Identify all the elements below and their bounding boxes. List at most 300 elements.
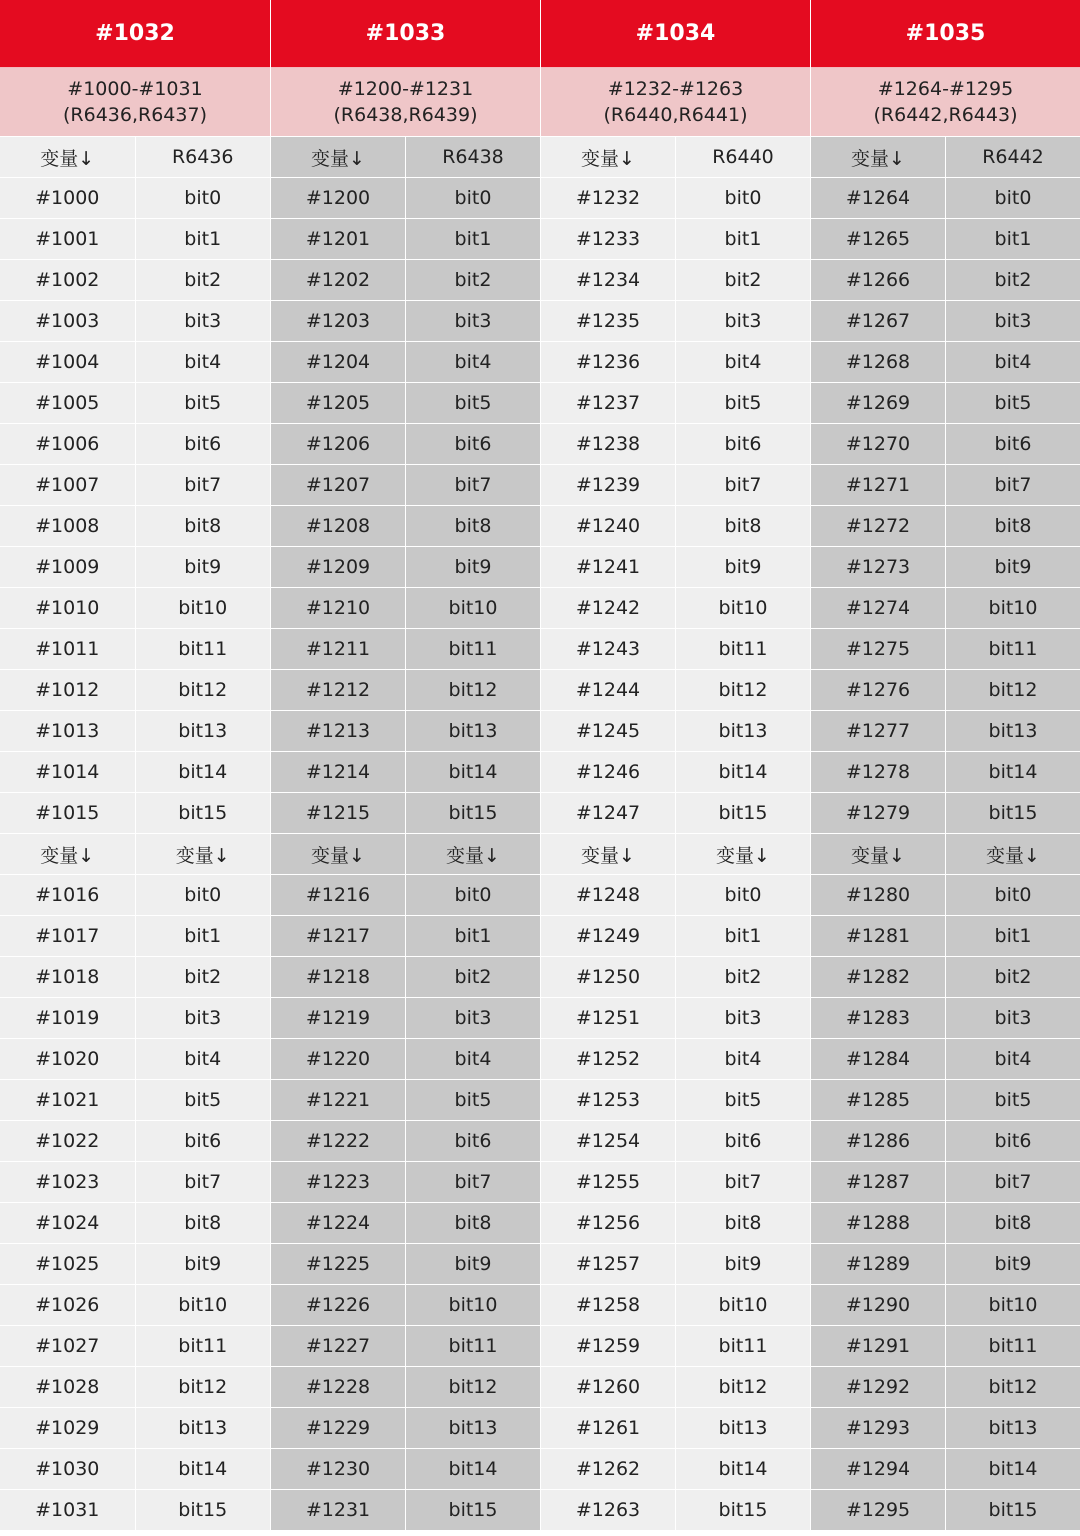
table-row [271,1366,540,1407]
table-row [271,1079,540,1120]
table-row [541,546,810,587]
block-rows [0,136,270,1530]
variable-cell: #1019 [0,998,135,1038]
variable-cell: #1267 [811,301,945,341]
table-row [811,915,1080,956]
variable-cell: #1289 [811,1244,945,1284]
bit-cell: bit15 [675,1490,810,1530]
bit-cell: bit9 [405,1244,540,1284]
bit-cell: bit11 [945,629,1080,669]
variable-cell: #1023 [0,1162,135,1202]
bit-cell: bit14 [135,752,271,792]
bit-cell: bit12 [135,670,271,710]
table-row [271,259,540,300]
variable-cell: #1031 [0,1490,135,1530]
table-row [541,587,810,628]
column-header-register: R6442 [945,137,1080,177]
bit-cell: bit5 [135,1080,271,1120]
variable-cell: #1279 [811,793,945,833]
variable-cell: #1249 [541,916,675,956]
column-header-variable: 变量↓ [405,834,540,874]
variable-cell: #1258 [541,1285,675,1325]
variable-cell: #1263 [541,1490,675,1530]
variable-cell: #1247 [541,793,675,833]
variable-cell: #1269 [811,383,945,423]
column-header-variable: 变量↓ [0,137,135,177]
table-row [541,1202,810,1243]
variable-cell: #1010 [0,588,135,628]
table-row [0,1366,270,1407]
variable-cell: #1201 [271,219,405,259]
variable-cell: #1270 [811,424,945,464]
variable-cell: #1003 [0,301,135,341]
variable-cell: #1005 [0,383,135,423]
bit-cell: bit11 [675,1326,810,1366]
column-header-variable: 变量↓ [675,834,810,874]
variable-cell: #1230 [271,1449,405,1489]
bit-cell: bit8 [675,1203,810,1243]
variable-cell: #1283 [811,998,945,1038]
bit-cell: bit3 [135,301,271,341]
bit-cell: bit7 [405,465,540,505]
variable-cell: #1228 [271,1367,405,1407]
table-row [811,1202,1080,1243]
bit-cell: bit9 [135,547,271,587]
variable-cell: #1294 [811,1449,945,1489]
bit-cell: bit14 [945,752,1080,792]
table-row [271,997,540,1038]
variable-cell: #1277 [811,711,945,751]
variable-cell: #1011 [0,629,135,669]
bit-cell: bit7 [405,1162,540,1202]
table-row [541,915,810,956]
bit-cell: bit4 [945,1039,1080,1079]
bit-cell: bit0 [675,178,810,218]
bit-cell: bit3 [945,998,1080,1038]
bit-cell: bit10 [405,1285,540,1325]
column-header-variable: 变量↓ [811,834,945,874]
variable-cell: #1234 [541,260,675,300]
table-row [541,1120,810,1161]
bit-cell: bit4 [135,1039,271,1079]
bit-cell: bit3 [945,301,1080,341]
bit-cell: bit2 [945,957,1080,997]
table-row [541,505,810,546]
variable-cell: #1209 [271,547,405,587]
table-row [541,874,810,915]
bit-cell: bit5 [945,383,1080,423]
variable-cell: #1241 [541,547,675,587]
variable-cell: #1256 [541,1203,675,1243]
bit-cell: bit6 [405,1121,540,1161]
table-row [811,546,1080,587]
variable-cell: #1265 [811,219,945,259]
bit-cell: bit13 [675,711,810,751]
bit-cell: bit1 [945,219,1080,259]
bit-cell: bit8 [945,1203,1080,1243]
table-row [271,177,540,218]
column-header-register: R6438 [405,137,540,177]
table-row [811,1407,1080,1448]
variable-cell: #1239 [541,465,675,505]
variable-cell: #1238 [541,424,675,464]
table-row [541,218,810,259]
bit-cell: bit0 [135,178,271,218]
table-row [0,669,270,710]
table-row [811,997,1080,1038]
table-row [0,1202,270,1243]
table-row [541,1448,810,1489]
bit-cell: bit3 [405,998,540,1038]
bit-cell: bit0 [675,875,810,915]
bit-cell: bit9 [405,547,540,587]
table-row [0,1489,270,1530]
bit-cell: bit8 [135,1203,271,1243]
variable-cell: #1291 [811,1326,945,1366]
bit-cell: bit6 [945,1121,1080,1161]
bit-cell: bit4 [945,342,1080,382]
bit-cell: bit12 [405,670,540,710]
table-row [541,259,810,300]
bit-cell: bit7 [675,465,810,505]
table-row [541,1038,810,1079]
table-row [271,956,540,997]
bit-cell: bit11 [135,629,271,669]
bit-cell: bit13 [135,1408,271,1448]
table-row [811,628,1080,669]
table-row [541,1161,810,1202]
table-row [271,1161,540,1202]
variable-cell: #1006 [0,424,135,464]
table-header-row [0,136,270,177]
variable-cell: #1013 [0,711,135,751]
table-row [541,669,810,710]
variable-cell: #1029 [0,1408,135,1448]
variable-cell: #1021 [0,1080,135,1120]
variable-cell: #1204 [271,342,405,382]
variable-cell: #1264 [811,178,945,218]
block-1033 [270,0,540,1536]
column-header-variable: 变量↓ [271,834,405,874]
table-row [0,587,270,628]
variable-cell: #1028 [0,1367,135,1407]
variable-cell: #1281 [811,916,945,956]
variable-cell: #1271 [811,465,945,505]
table-row [271,1243,540,1284]
bit-cell: bit13 [405,1408,540,1448]
block-range [271,68,540,136]
table-row [0,792,270,833]
variable-cell: #1215 [271,793,405,833]
bit-cell: bit10 [675,588,810,628]
variable-cell: #1282 [811,957,945,997]
variable-cell: #1233 [541,219,675,259]
bit-cell: bit4 [675,342,810,382]
bit-cell: bit14 [405,752,540,792]
table-header-row [271,136,540,177]
bit-cell: bit6 [945,424,1080,464]
column-header-variable: 变量↓ [135,834,271,874]
bit-cell: bit8 [135,506,271,546]
table-row [0,1120,270,1161]
table-row [541,997,810,1038]
variable-cell: #1225 [271,1244,405,1284]
table-row [541,382,810,423]
variable-cell: #1237 [541,383,675,423]
bit-cell: bit0 [405,178,540,218]
variable-cell: #1268 [811,342,945,382]
table-row [811,1448,1080,1489]
table-row [541,1407,810,1448]
table-row [0,956,270,997]
block-title: #1034 [541,0,810,68]
table-header-row [0,833,270,874]
bit-cell: bit8 [945,506,1080,546]
variable-cell: #1012 [0,670,135,710]
bit-cell: bit1 [675,916,810,956]
variable-cell: #1208 [271,506,405,546]
variable-cell: #1248 [541,875,675,915]
bit-cell: bit12 [675,670,810,710]
bit-cell: bit15 [405,793,540,833]
variable-cell: #1236 [541,342,675,382]
bit-cell: bit8 [405,506,540,546]
variable-cell: #1007 [0,465,135,505]
table-row [271,546,540,587]
bit-cell: bit5 [675,1080,810,1120]
bit-cell: bit1 [405,219,540,259]
bit-cell: bit15 [135,793,271,833]
variable-cell: #1017 [0,916,135,956]
block-range [541,68,810,136]
bit-cell: bit4 [405,342,540,382]
table-row [811,1489,1080,1530]
bit-cell: bit7 [675,1162,810,1202]
bit-cell: bit13 [405,711,540,751]
bit-cell: bit10 [945,1285,1080,1325]
bit-cell: bit2 [135,957,271,997]
table-row [541,1366,810,1407]
variable-cell: #1245 [541,711,675,751]
bit-cell: bit13 [945,711,1080,751]
table-row [811,1325,1080,1366]
variable-cell: #1200 [271,178,405,218]
variable-cell: #1217 [271,916,405,956]
bit-cell: bit1 [945,916,1080,956]
variable-cell: #1295 [811,1490,945,1530]
table-header-row [271,833,540,874]
table-row [0,1448,270,1489]
bit-cell: bit11 [675,629,810,669]
bit-cell: bit12 [945,670,1080,710]
variable-cell: #1220 [271,1039,405,1079]
variable-cell: #1214 [271,752,405,792]
variable-cell: #1229 [271,1408,405,1448]
table-row [271,1120,540,1161]
bit-cell: bit4 [675,1039,810,1079]
table-row [541,792,810,833]
table-row [271,1489,540,1530]
variable-cell: #1218 [271,957,405,997]
block-rows [271,136,540,1530]
table-row [0,341,270,382]
variable-cell: #1205 [271,383,405,423]
table-row [0,1284,270,1325]
bit-cell: bit8 [675,506,810,546]
block-title: #1033 [271,0,540,68]
variable-cell: #1030 [0,1449,135,1489]
range-line-1: #1000-#1031 [67,78,203,100]
bit-cell: bit12 [135,1367,271,1407]
bit-cell: bit14 [135,1449,271,1489]
bit-cell: bit3 [135,998,271,1038]
table-row [811,464,1080,505]
table-row [541,341,810,382]
table-row [541,1243,810,1284]
block-range [811,68,1080,136]
block-rows [541,136,810,1530]
table-row [811,669,1080,710]
bit-cell: bit0 [945,875,1080,915]
bit-cell: bit5 [675,383,810,423]
table-row [541,464,810,505]
variable-cell: #1027 [0,1326,135,1366]
range-line-1: #1232-#1263 [607,78,744,100]
table-row [811,505,1080,546]
table-row [0,464,270,505]
table-row [271,382,540,423]
table-row [811,218,1080,259]
variable-cell: #1242 [541,588,675,628]
variable-cell: #1278 [811,752,945,792]
bit-cell: bit10 [135,1285,271,1325]
table-row [811,792,1080,833]
table-row [271,915,540,956]
variable-cell: #1251 [541,998,675,1038]
variable-cell: #1244 [541,670,675,710]
block-1035 [810,0,1080,1536]
bit-cell: bit6 [135,424,271,464]
bit-cell: bit13 [945,1408,1080,1448]
table-row [0,915,270,956]
bit-cell: bit5 [945,1080,1080,1120]
table-row [271,710,540,751]
bit-cell: bit5 [135,383,271,423]
variable-cell: #1008 [0,506,135,546]
bit-cell: bit9 [675,547,810,587]
bit-cell: bit15 [675,793,810,833]
column-header-variable: 变量↓ [945,834,1080,874]
bit-cell: bit2 [675,957,810,997]
table-row [811,874,1080,915]
table-row [0,1038,270,1079]
table-row [0,1079,270,1120]
bit-cell: bit2 [405,957,540,997]
block-range [0,68,270,136]
variable-cell: #1280 [811,875,945,915]
table-row [811,1120,1080,1161]
variable-cell: #1284 [811,1039,945,1079]
table-row [811,382,1080,423]
bit-cell: bit2 [135,260,271,300]
bit-cell: bit6 [405,424,540,464]
variable-cell: #1254 [541,1121,675,1161]
table-row [811,751,1080,792]
table-row [271,669,540,710]
column-header-register: R6440 [675,137,810,177]
bit-cell: bit0 [405,875,540,915]
bit-cell: bit0 [945,178,1080,218]
bit-cell: bit3 [405,301,540,341]
table-row [0,628,270,669]
table-row [271,505,540,546]
variable-cell: #1222 [271,1121,405,1161]
bit-cell: bit14 [675,752,810,792]
range-line-2: (R6438,R6439) [333,104,478,126]
bit-cell: bit14 [945,1449,1080,1489]
range-line-2: (R6440,R6441) [603,104,748,126]
table-row [271,874,540,915]
variable-cell: #1219 [271,998,405,1038]
variable-cell: #1216 [271,875,405,915]
table-row [271,587,540,628]
bit-cell: bit11 [945,1326,1080,1366]
table-row [0,177,270,218]
bit-cell: bit14 [405,1449,540,1489]
variable-cell: #1292 [811,1367,945,1407]
variable-cell: #1259 [541,1326,675,1366]
table-row [0,1325,270,1366]
variable-cell: #1257 [541,1244,675,1284]
table-row [271,1448,540,1489]
table-row [0,423,270,464]
table-row [541,423,810,464]
table-row [0,1407,270,1448]
variable-cell: #1213 [271,711,405,751]
variable-cell: #1288 [811,1203,945,1243]
table-row [811,1161,1080,1202]
variable-cell: #1015 [0,793,135,833]
column-header-variable: 变量↓ [811,137,945,177]
table-header-row [541,136,810,177]
variable-cell: #1009 [0,547,135,587]
variable-cell: #1212 [271,670,405,710]
table-row [811,1079,1080,1120]
bit-cell: bit3 [675,301,810,341]
table-row [271,628,540,669]
block-1032 [0,0,270,1536]
table-row [0,751,270,792]
variable-cell: #1293 [811,1408,945,1448]
variable-cell: #1285 [811,1080,945,1120]
variable-cell: #1262 [541,1449,675,1489]
table-row [271,1284,540,1325]
variable-cell: #1232 [541,178,675,218]
table-row [541,1079,810,1120]
table-row [811,587,1080,628]
bit-cell: bit12 [945,1367,1080,1407]
variable-cell: #1202 [271,260,405,300]
table-row [541,751,810,792]
table-row [0,710,270,751]
table-row [271,792,540,833]
bit-cell: bit5 [405,383,540,423]
variable-cell: #1255 [541,1162,675,1202]
table-row [541,956,810,997]
bit-cell: bit1 [135,916,271,956]
bit-cell: bit7 [135,465,271,505]
variable-cell: #1243 [541,629,675,669]
